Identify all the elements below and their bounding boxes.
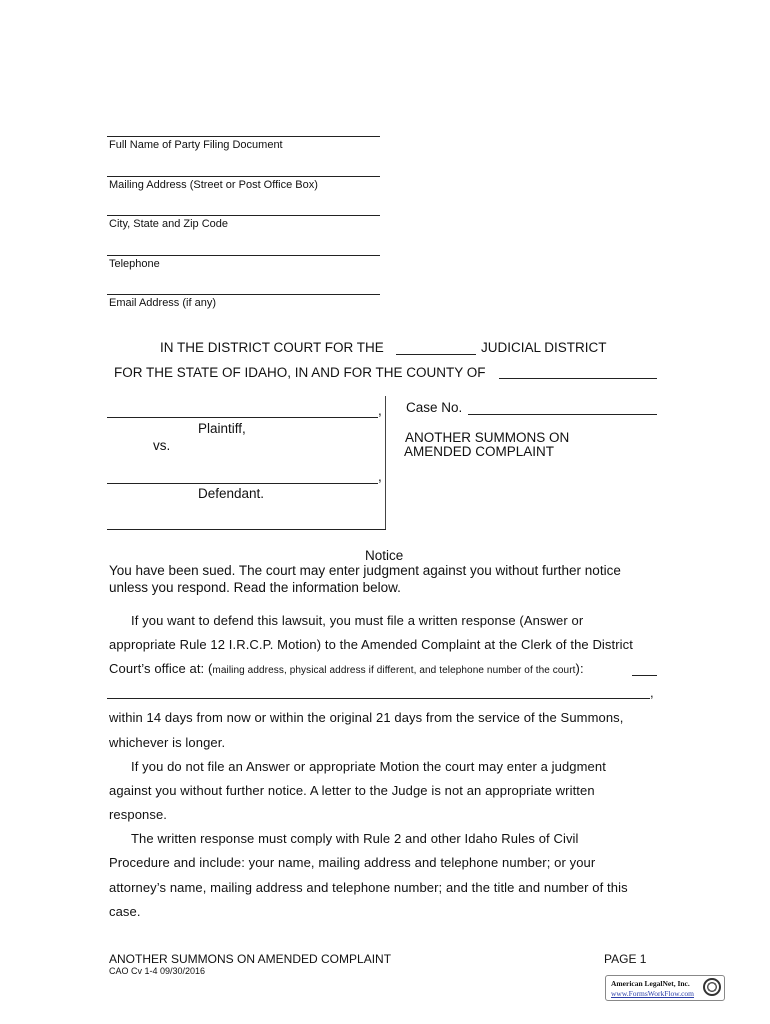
p2-line1: If you do not file an Answer or appropriate Motion the court may enter a judgment bbox=[131, 759, 606, 774]
document-title-line1: ANOTHER SUMMONS ON bbox=[405, 430, 570, 445]
court-line1-a: IN THE DISTRICT COURT FOR THE bbox=[160, 340, 384, 355]
court-line1-b: JUDICIAL DISTRICT bbox=[481, 340, 607, 355]
notice-line1: You have been sued. The court may enter judgment against you without further notice bbox=[109, 563, 621, 578]
telephone-label: Telephone bbox=[109, 258, 160, 270]
p2-line3: response. bbox=[109, 807, 167, 822]
p1-line3-instructions: mailing address, physical address if different, and telephone number of the court bbox=[212, 665, 576, 676]
p1-line3-c: ): bbox=[575, 661, 584, 676]
court-address-blank-2[interactable] bbox=[107, 698, 650, 699]
logo-company-name: American LegalNet, Inc. bbox=[611, 979, 690, 988]
defendant-line[interactable] bbox=[107, 483, 378, 484]
case-no-label: Case No. bbox=[406, 400, 463, 415]
p1-line2: appropriate Rule 12 I.R.C.P. Motion) to the Amended Complaint at the Clerk of the District bbox=[109, 637, 633, 652]
judicial-district-blank[interactable] bbox=[396, 354, 476, 355]
email-label: Email Address (if any) bbox=[109, 297, 216, 309]
email-line[interactable] bbox=[107, 294, 380, 295]
mailing-address-line[interactable] bbox=[107, 176, 380, 177]
telephone-line[interactable] bbox=[107, 255, 380, 256]
plaintiff-comma: , bbox=[378, 403, 382, 418]
p1-line3-a: Court’s office at: ( bbox=[109, 661, 213, 676]
notice-line2: unless you respond. Read the information below. bbox=[109, 580, 401, 595]
county-blank[interactable] bbox=[499, 378, 657, 379]
court-address-blank-1[interactable] bbox=[632, 675, 657, 676]
seal-icon bbox=[703, 978, 721, 996]
p1-line1: If you want to defend this lawsuit, you must file a written response (Answer or bbox=[131, 613, 584, 628]
legalnet-logo bbox=[605, 975, 725, 1001]
case-no-blank[interactable] bbox=[468, 414, 657, 415]
city-state-zip-label: City, State and Zip Code bbox=[109, 218, 229, 230]
plaintiff-line[interactable] bbox=[107, 417, 378, 418]
court-address-comma: , bbox=[650, 685, 654, 700]
document-title-line2: AMENDED COMPLAINT bbox=[404, 444, 555, 459]
caption-divider bbox=[385, 396, 386, 529]
full-name-line[interactable] bbox=[107, 136, 380, 137]
p3-line1: The written response must comply with Rule 2 and other Idaho Rules of Civil bbox=[131, 831, 579, 846]
footer-page-number: PAGE 1 bbox=[604, 952, 647, 966]
caption-bottom-line bbox=[107, 529, 386, 530]
defendant-comma: , bbox=[378, 469, 382, 484]
city-state-zip-line[interactable] bbox=[107, 215, 380, 216]
p3-line4: case. bbox=[109, 904, 141, 919]
vs-label: vs. bbox=[153, 438, 171, 453]
court-line2: FOR THE STATE OF IDAHO, IN AND FOR THE COUNTY OF bbox=[114, 365, 486, 380]
p1-line6: whichever is longer. bbox=[109, 735, 226, 750]
full-name-label: Full Name of Party Filing Document bbox=[109, 139, 283, 151]
defendant-label: Defendant. bbox=[198, 486, 265, 501]
mailing-address-label: Mailing Address (Street or Post Office Box) bbox=[109, 179, 318, 191]
p3-line3: attorney’s name, mailing address and telephone number; and the title and number of this bbox=[109, 880, 628, 895]
p1-line5: within 14 days from now or within the original 21 days from the service of the Summons, bbox=[109, 710, 624, 725]
footer-title: ANOTHER SUMMONS ON AMENDED COMPLAINT bbox=[109, 952, 392, 966]
p1-line3 bbox=[109, 661, 584, 676]
plaintiff-label: Plaintiff, bbox=[198, 421, 246, 436]
p2-line2: against you without further notice. A letter to the Judge is not an appropriate written bbox=[109, 783, 595, 798]
footer-form-id: CAO Cv 1-4 09/30/2016 bbox=[109, 966, 206, 976]
logo-website-link[interactable]: www.FormsWorkFlow.com bbox=[611, 989, 695, 998]
notice-heading: Notice bbox=[365, 548, 404, 563]
p3-line2: Procedure and include: your name, mailing address and telephone number; or your bbox=[109, 855, 596, 870]
